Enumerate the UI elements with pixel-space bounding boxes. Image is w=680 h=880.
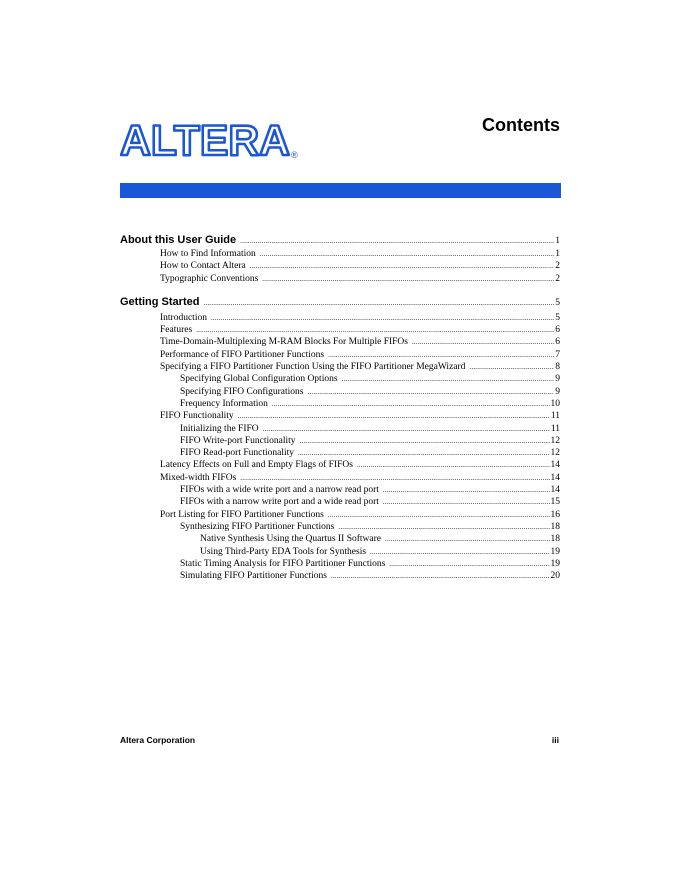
- footer-page-number: iii: [551, 735, 559, 745]
- toc-entry-title: FIFOs with a narrow write port and a wide read port: [180, 497, 379, 508]
- toc-dot-leader: [412, 336, 554, 348]
- toc-dot-leader: [328, 509, 550, 521]
- toc-entry-title: Initializing the FIFO: [180, 423, 259, 434]
- toc-dot-leader: [203, 295, 554, 311]
- toc-section-heading[interactable]: [120, 294, 560, 310]
- toc-page-number: 1: [555, 236, 560, 246]
- toc-entry[interactable]: [120, 570, 560, 582]
- toc-page-number: 9: [555, 374, 560, 385]
- toc-dot-leader: [308, 386, 555, 398]
- toc-page-number: 14: [550, 460, 560, 471]
- toc-entry-title: FIFO Write-port Functionality: [180, 435, 296, 446]
- toc-entry[interactable]: [120, 533, 560, 545]
- toc-entry-title: Mixed-width FIFOs: [160, 472, 237, 483]
- toc-entry[interactable]: [120, 558, 560, 570]
- toc-dot-leader: [250, 260, 555, 272]
- toc-dot-leader: [272, 398, 550, 410]
- toc-entry[interactable]: [120, 472, 560, 484]
- toc-page-number: 16: [550, 509, 560, 520]
- toc-entry-title: Static Timing Analysis for FIFO Partitioner Functions: [180, 558, 386, 569]
- logo-wordmark: ALTERA: [120, 117, 290, 162]
- toc-entry[interactable]: [120, 336, 560, 348]
- toc-entry-title: Specifying a FIFO Partitioner Function Using the FIFO Partitioner MegaWizard: [160, 362, 466, 373]
- toc-entry[interactable]: [120, 398, 560, 410]
- toc-page-number: 14: [550, 485, 560, 496]
- toc-page-number: 5: [555, 297, 560, 308]
- toc-entry[interactable]: [120, 373, 560, 385]
- toc-entry-title: Introduction: [160, 312, 207, 323]
- toc-page-number: 7: [555, 349, 560, 360]
- toc-dot-leader: [300, 435, 550, 447]
- toc-entry-title: About this User Guide: [120, 234, 237, 246]
- toc-entry-title: How to Find Information: [160, 249, 256, 259]
- toc-entry-title: Time-Domain-Multiplexing M-RAM Blocks For Multiple FIFOs: [160, 337, 408, 348]
- toc-entry-title: Native Synthesis Using the Quartus II Software: [200, 534, 381, 545]
- toc-entry-title: FIFO Read-port Functionality: [180, 448, 294, 459]
- toc-entry-title: Typographic Conventions: [160, 273, 259, 284]
- toc-section-heading[interactable]: [120, 232, 560, 248]
- toc-dot-leader: [196, 324, 554, 336]
- toc-dot-leader: [385, 533, 550, 545]
- toc-page-number: 10: [550, 398, 560, 409]
- toc-entry[interactable]: [120, 324, 560, 336]
- toc-entry-title: Simulating FIFO Partitioner Functions: [180, 571, 327, 582]
- toc-page-number: 9: [555, 386, 560, 397]
- toc-entry[interactable]: [120, 521, 560, 533]
- toc-entry-title: Latency Effects on Full and Empty Flags of FIFOs: [160, 460, 353, 471]
- toc-entry-title: Using Third-Party EDA Tools for Synthesis: [200, 546, 367, 557]
- toc-entry-title: How to Contact Altera: [160, 261, 246, 272]
- toc-dot-leader: [331, 570, 550, 582]
- toc-dot-leader: [211, 312, 554, 324]
- toc-entry-title: Synthesizing FIFO Partitioner Functions: [180, 521, 335, 532]
- toc-dot-leader: [342, 373, 555, 385]
- altera-logo: [120, 117, 305, 162]
- toc-dot-leader: [240, 233, 554, 249]
- toc-entry-title: Frequency Information: [180, 398, 268, 409]
- toc-page-number: 14: [550, 472, 560, 483]
- toc-entry[interactable]: [120, 312, 560, 324]
- toc-page-number: 19: [550, 546, 560, 557]
- toc-entry-title: FIFO Functionality: [160, 411, 234, 422]
- toc-page-number: 15: [550, 497, 560, 508]
- toc-entry[interactable]: [120, 260, 560, 272]
- toc-entry[interactable]: [120, 509, 560, 521]
- toc-page-number: 6: [555, 337, 560, 348]
- toc-page-number: 2: [555, 273, 560, 284]
- toc-entry-title: Performance of FIFO Partitioner Functions: [160, 349, 325, 360]
- toc-entry[interactable]: [120, 248, 560, 260]
- toc-dot-leader: [383, 484, 550, 496]
- toc-dot-leader: [469, 361, 554, 373]
- toc-dot-leader: [263, 423, 550, 435]
- toc-dot-leader: [338, 521, 549, 533]
- toc-page-number: 5: [555, 312, 560, 323]
- toc-page-number: 18: [550, 521, 560, 532]
- toc-entry[interactable]: [120, 459, 560, 471]
- toc-page-number: 11: [550, 423, 560, 434]
- toc-entry[interactable]: [120, 484, 560, 496]
- toc-entry-title: FIFOs with a wide write port and a narrow read port: [180, 485, 379, 496]
- toc-page-number: 6: [555, 325, 560, 336]
- toc-page-number: 18: [550, 534, 560, 545]
- toc-entry-title: Specifying FIFO Configurations: [180, 386, 304, 397]
- toc-entry[interactable]: [120, 273, 560, 285]
- toc-page-number: 8: [555, 362, 560, 373]
- footer-company: Altera Corporation: [120, 735, 196, 745]
- toc-entry-title: Features: [160, 325, 193, 336]
- toc-entry[interactable]: [120, 361, 560, 373]
- toc-entry[interactable]: [120, 435, 560, 447]
- toc-entry[interactable]: [120, 546, 560, 558]
- toc-entry[interactable]: [120, 349, 560, 361]
- toc-entry[interactable]: [120, 423, 560, 435]
- toc-dot-leader: [389, 558, 549, 570]
- toc-dot-leader: [357, 459, 550, 471]
- toc-page-number: 1: [555, 249, 560, 259]
- toc-entry-title: Getting Started: [120, 295, 200, 308]
- toc-dot-leader: [370, 546, 549, 558]
- toc-page-number: 19: [550, 558, 560, 569]
- toc-page-number: 20: [550, 571, 560, 582]
- toc-entry-title: Specifying Global Configuration Options: [180, 374, 338, 385]
- toc-dot-leader: [262, 273, 554, 285]
- toc-dot-leader: [298, 447, 550, 459]
- toc-dot-leader: [240, 472, 549, 484]
- page-title: Contents: [482, 115, 560, 135]
- toc-dot-leader: [383, 496, 550, 508]
- header-accent-bar: [120, 183, 561, 198]
- toc-page-number: 11: [550, 411, 560, 422]
- toc-page-number: 2: [555, 261, 560, 272]
- registered-mark: ®: [291, 150, 298, 160]
- toc-entry[interactable]: [120, 496, 560, 508]
- toc-page-number: 12: [550, 435, 560, 446]
- table-of-contents: [120, 232, 560, 582]
- toc-entry[interactable]: [120, 386, 560, 398]
- toc-entry[interactable]: [120, 447, 560, 459]
- toc-entry-title: Port Listing for FIFO Partitioner Functions: [160, 509, 324, 520]
- toc-page-number: 12: [550, 448, 560, 459]
- toc-dot-leader: [260, 248, 554, 260]
- toc-dot-leader: [238, 410, 550, 422]
- toc-entry[interactable]: [120, 410, 560, 422]
- toc-dot-leader: [328, 349, 554, 361]
